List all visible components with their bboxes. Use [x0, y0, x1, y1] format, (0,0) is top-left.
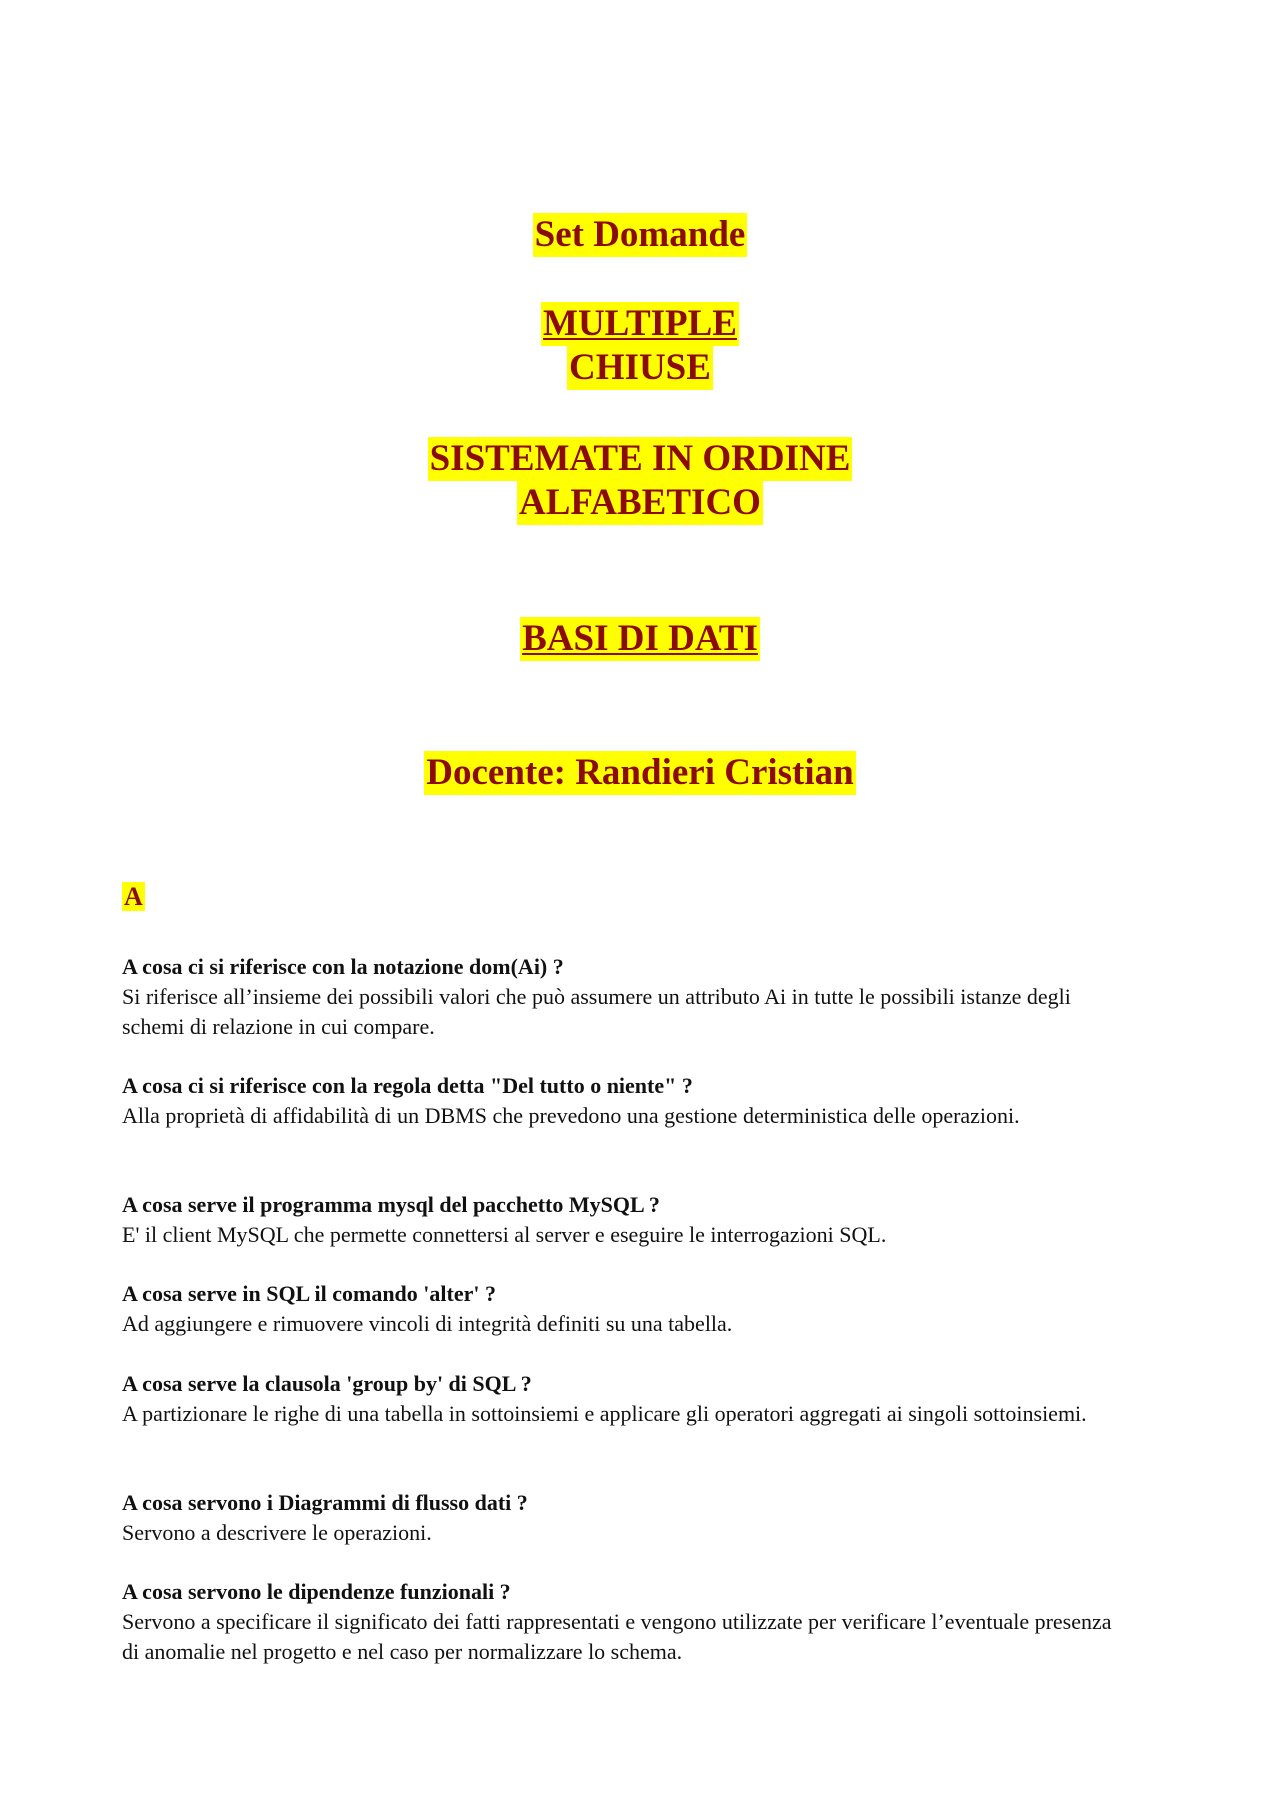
question-item: [122, 1190, 1122, 1250]
teacher-heading: [0, 751, 1280, 795]
answer-text: Servono a descrivere le operazioni.: [122, 1520, 432, 1545]
answer-text: Si riferisce all’insieme dei possibili valori che può assumere un attributo Ai in tutte le possibili istanze degli schemi di relazione in cui compare.: [122, 984, 1071, 1039]
question-item: [122, 1488, 1122, 1548]
question-text: A cosa serve il programma mysql del pacchetto MySQL ?: [122, 1192, 660, 1217]
answer-text: Ad aggiungere e rimuovere vincoli di integrità definiti su una tabella.: [122, 1311, 733, 1336]
order-line-1: SISTEMATE IN ORDINE: [429, 438, 851, 479]
question-text: A cosa servono le dipendenze funzionali ?: [122, 1579, 511, 1604]
answer-text: E' il client MySQL che permette connettersi al server e eseguire le interrogazioni SQL.: [122, 1222, 887, 1247]
question-item: [122, 1279, 1122, 1339]
order-line-2: ALFABETICO: [519, 482, 761, 523]
question-item: [122, 1577, 1122, 1667]
question-item: [122, 952, 1122, 1042]
answer-text: Alla proprietà di affidabilità di un DBMS che prevedono una gestione deterministica delle operazioni.: [122, 1103, 1020, 1128]
order-heading: [0, 437, 1280, 525]
question-type-heading: [0, 302, 1280, 390]
question-text: A cosa servono i Diagrammi di flusso dati ?: [122, 1490, 528, 1515]
question-type-line-1: MULTIPLE: [543, 303, 737, 344]
set-title: [0, 213, 1280, 257]
question-item: [122, 1369, 1122, 1429]
question-item: [122, 1071, 1122, 1131]
answer-text: A partizionare le righe di una tabella in sottoinsiemi e applicare gli operatori aggregati ai singoli sottoinsiemi.: [122, 1401, 1087, 1426]
teacher-text: Docente: Randieri Cristian: [426, 752, 854, 793]
question-text: A cosa ci si riferisce con la notazione dom(Ai) ?: [122, 954, 564, 979]
question-text: A cosa serve la clausola 'group by' di SQL ?: [122, 1371, 532, 1396]
subject-text: BASI DI DATI: [522, 618, 758, 659]
section-letter-text: A: [124, 882, 143, 911]
section-letter: [122, 880, 145, 914]
subject-heading: [0, 617, 1280, 661]
answer-text: Servono a specificare il significato dei fatti rappresentati e vengono utilizzate per verificare l’eventuale presenza di anomalie nel progetto e nel caso per normalizzare lo schema.: [122, 1609, 1112, 1664]
question-text: A cosa serve in SQL il comando 'alter' ?: [122, 1281, 496, 1306]
question-text: A cosa ci si riferisce con la regola detta "Del tutto o niente" ?: [122, 1073, 693, 1098]
set-title-text: Set Domande: [534, 214, 746, 255]
question-type-line-2: CHIUSE: [569, 347, 711, 388]
